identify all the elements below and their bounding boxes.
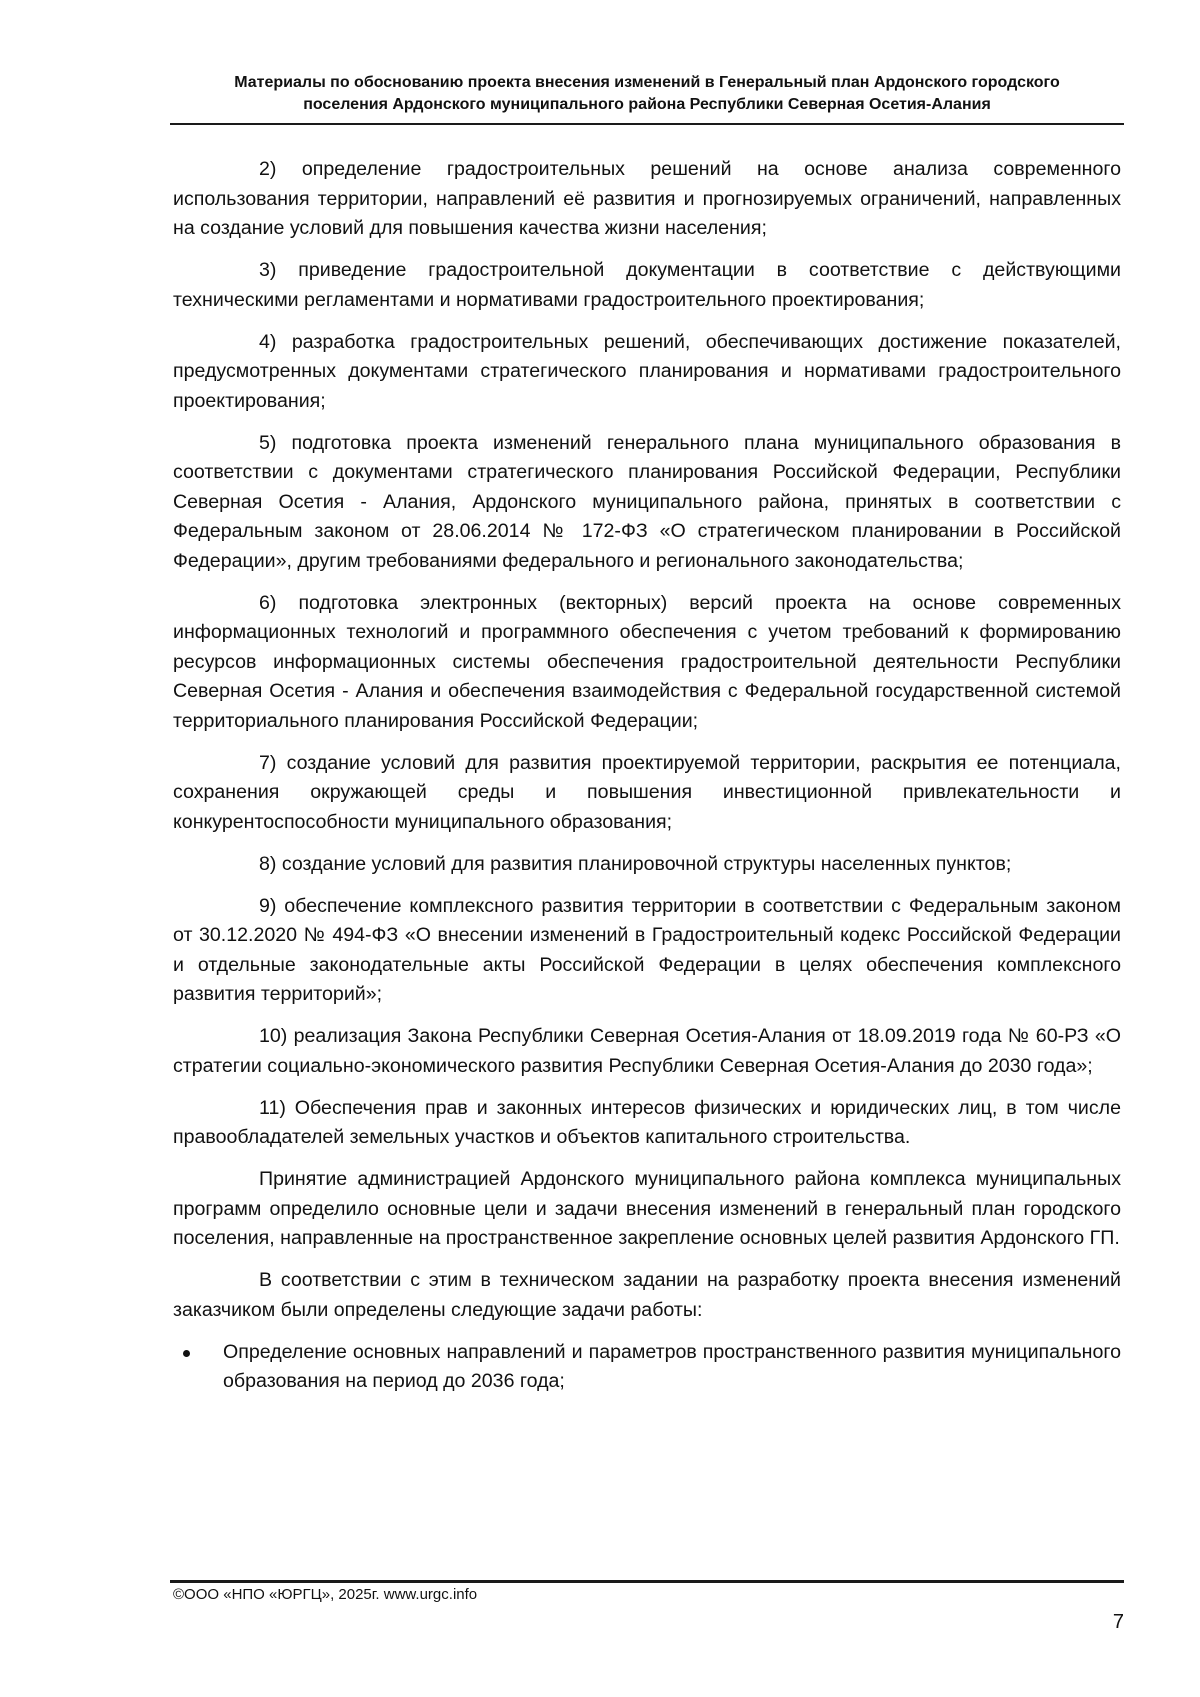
list-item-text: Определение основных направлений и параметров пространственного развития муниципального образования на период до 2036 года; [223,1340,1121,1392]
paragraph-item-10: 10) реализация Закона Республики Северная Осетия-Алания от 18.09.2019 года № 60-РЗ «О стратегии социально-экономического развития Республики Северная Осетия-Алания до 2030 года»; [173,1025,1121,1077]
paragraph-administration: Принятие администрацией Ардонского муниципального района комплекса муниципальных программ определило основные цели и задачи внесения изменений в генеральный план городского поселения, направленные на пространственное закрепление основных целей развития Ардонского ГП. [173,1168,1121,1249]
list-item [173,1338,1121,1397]
bullet-icon [183,1350,190,1357]
document-body [173,155,1121,1397]
paragraph-item-11: 11) Обеспечения прав и законных интересов физических и юридических лиц, в том числе правообладателей земельных участков и объектов капитального строительства. [173,1096,1121,1148]
task-list [173,1338,1121,1397]
paragraph-item-4: 4) разработка градостроительных решений, обеспечивающих достижение показателей, предусмотренных документами стратегического планирования и нормативами градостроительного проектирования; [173,330,1121,412]
header-divider [170,123,1124,125]
paragraph-item-7: 7) создание условий для развития проектируемой территории, раскрытия ее потенциала, сохранения окружающей среды и повышения инвестиционной привлекательности и конкурентоспособности муниципального образования; [173,751,1121,833]
paragraph-tasks-intro: В соответствии с этим в техническом задании на разработку проекта внесения изменений заказчиком были определены следующие задачи работы: [173,1269,1121,1321]
page-number: 7 [1112,1611,1124,1633]
header-line-2: поселения Ардонского муниципального района Республики Северная Осетия-Алания [303,96,991,113]
paragraph-item-8: 8) создание условий для развития планировочной структуры населенных пунктов; [259,852,1012,875]
paragraph-item-3: 3) приведение градостроительной документации в соответствие с действующими техническими регламентами и нормативами градостроительного проектирования; [173,259,1121,311]
footer-copyright: ©ООО «НПО «ЮРГЦ», 2025г. www.urgc.info [173,1586,478,1603]
page-header [170,72,1124,116]
paragraph-item-5: 5) подготовка проекта изменений генерального плана муниципального образования в соответствии с документами стратегического планирования Российской Федерации, Республики Северная Осетия - Алания, Ардонского муниципального района, принятых в соответствии с Федеральным законом от 28.06.2014 № 172-ФЗ «О стратегическом планировании в Российской Федерации», другим требованиями федерального и регионального законодательства; [173,431,1121,572]
footer-divider [170,1580,1124,1583]
paragraph-item-9: 9) обеспечение комплексного развития территории в соответствии с Федеральным законом от 30.12.2020 № 494-ФЗ «О внесении изменений в Градостроительный кодекс Российской Федерации и отдельные законодательные акты Российской Федерации в целях обеспечения комплексного развития территорий»; [173,894,1121,1005]
header-line-1: Материалы по обоснованию проекта внесения изменений в Генеральный план Ардонского городского [234,74,1060,91]
paragraph-item-2: 2) определение градостроительных решений на основе анализа современного использования территории, направлений её развития и прогнозируемых ограничений, направленных на создание условий для повышения качества жизни населения; [173,158,1121,239]
paragraph-item-6: 6) подготовка электронных (векторных) версий проекта на основе современных информационных технологий и программного обеспечения с учетом требований к формированию ресурсов информационных системы обеспечения градостроительной деятельности Республики Северная Осетия - Алания и обеспечения взаимодействия с Федеральной государственной системой территориального планирования Российской Федерации; [173,591,1121,732]
